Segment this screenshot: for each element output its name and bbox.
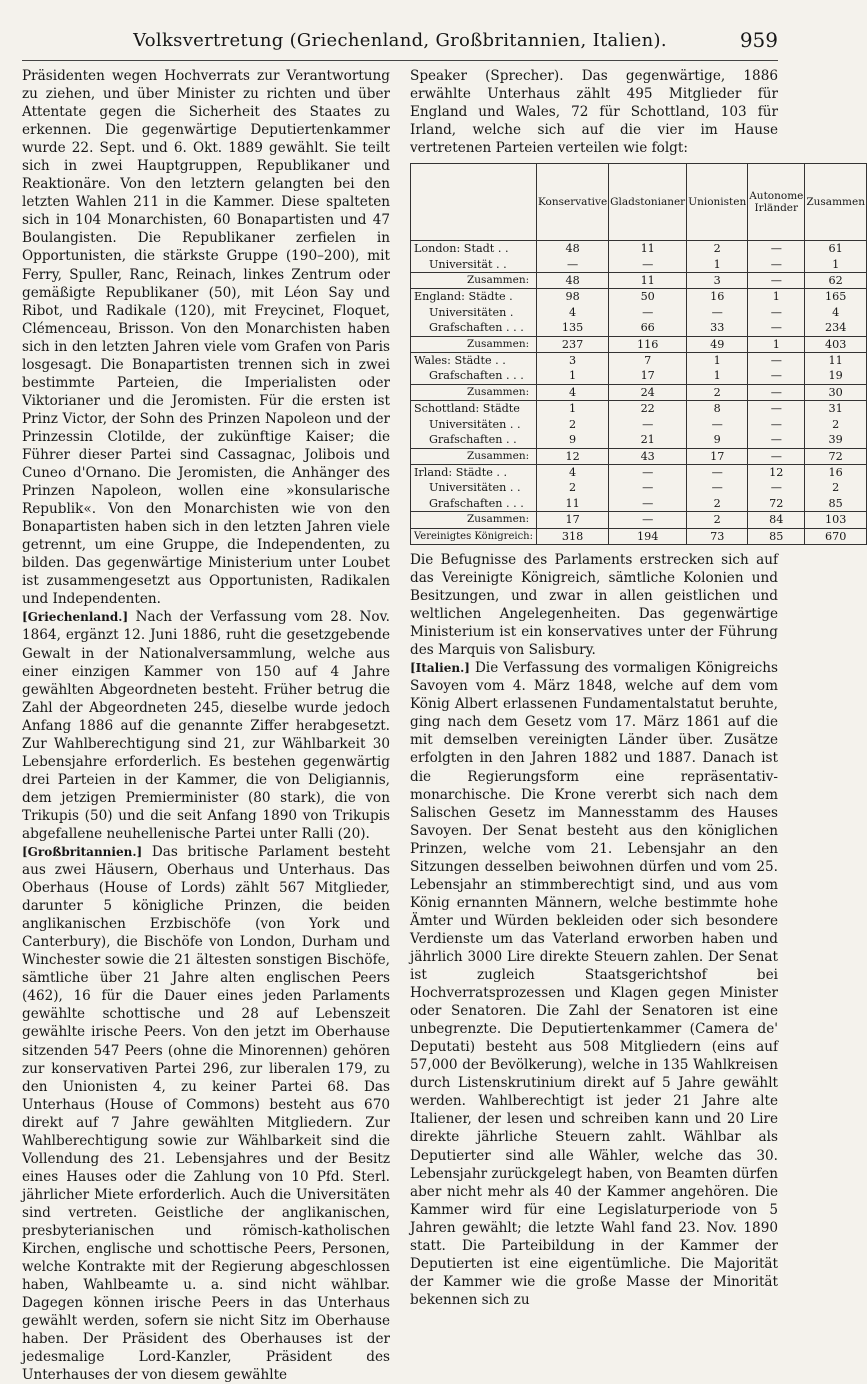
table-cell: 4 (536, 464, 608, 480)
table-cell: 2 (687, 512, 748, 528)
table-row (411, 368, 867, 384)
table-cell: 3 (687, 273, 748, 289)
table-cell: — (748, 241, 805, 257)
table-cell: 670 (805, 528, 867, 544)
table-header-conservatives: Konservative (536, 164, 608, 241)
table-cell: — (748, 257, 805, 273)
table-row (411, 464, 867, 480)
table-cell: 2 (687, 384, 748, 400)
table-cell: 11 (805, 353, 867, 369)
page-number: 959 (739, 28, 778, 52)
table-cell: 9 (687, 432, 748, 448)
table-cell: — (609, 305, 687, 320)
text-columns (22, 67, 865, 1384)
table-cell: — (748, 368, 805, 384)
table-cell: 2 (536, 417, 608, 432)
table-cell: 116 (609, 336, 687, 352)
table-cell: — (687, 417, 748, 432)
table-cell: 85 (805, 496, 867, 512)
table-row-label: Universität . . (411, 257, 537, 273)
paragraph-france-chamber: Präsidenten wegen Hochverrats zur Verantwortung zu ziehen, und über Minister zu richten und über Attentate gegen die Sicherheit des Staates zu erkennen. Die gegenwärtige Deputiertenkammer wurde 22. Sept. und 6. Okt. 1889 gewählt. Sie teilt sich in zwei Hauptgruppen, Republikaner und Reaktionäre. Von den letztern gelangten bei den letzten Wahlen 211 in die Kammer. Diese spalteten sich in 104 Monarchisten, 60 Bonapartisten und 47 Boulangisten. Die Republikaner zerfielen in Opportunisten, die stärkste Gruppe (190–200), mit Ferry, Spuller, Ranc, Reinach, linkes Zentrum oder gemäßigte Republikaner (50), mit Léon Say und Ribot, und Radikale (120), mit Freycinet, Floquet, Clémenceau, Brisson. Von den Monarchisten haben sich in den letzten Jahren viele vom Grafen von Paris losgesagt. Die Bonapartisten trennen sich in zwei bestimmte Parteien, die Imperialisten oder Viktorianer und die Jeromisten. Für die ersten ist Prinz Victor, der Sohn des Prinzen Napoleon und der Prinzessin Clotilde, der zukünftige Kaiser; die Führer dieser Partei sind Cassagnac, Jolibois und Cuneo d'Ornano. Die Jeromisten, die Anhänger des Prinzen Napoleon, wollen eine »konsularische Republik«. Von den Monarchisten wie von den Bonapartisten haben sich in den letzten Jahren viele getrennt, um eine Gruppe, die Independenten, zu bilden. Das gegenwärtige Ministerium unter Loubet ist zusammengesetzt aus Opportunisten, Radikalen und Independenten. (22, 68, 390, 608)
paragraph-italy (410, 659, 778, 1309)
table-cell: 1 (748, 289, 805, 305)
table-cell: — (687, 464, 748, 480)
table-cell: 72 (805, 448, 867, 464)
table-body (411, 241, 867, 545)
table-header-gladstonians: Gladstonianer (609, 164, 687, 241)
paragraph-parliament-powers: Die Befugnisse des Parlaments erstrecken sich auf das Vereinigte Königreich, sämtliche Kolonien und Besitzungen, und zwar in allen geistlichen und weltlichen Angelegenheiten. Das gegenwärtige Ministerium ist ein konservatives unter der Führung des Marquis von Salisbury. (410, 551, 778, 659)
table-cell: 4 (805, 305, 867, 320)
table-cell: 103 (805, 512, 867, 528)
section-tag-italy: [Italien.] (410, 661, 470, 676)
table-row (411, 320, 867, 336)
table-cell: 11 (536, 496, 608, 512)
table-row-label: Grafschaften . . . (411, 496, 537, 512)
table-cell: 24 (609, 384, 687, 400)
table-cell: 17 (536, 512, 608, 528)
table-cell: 39 (805, 432, 867, 448)
table-row (411, 289, 867, 305)
table-cell: 61 (805, 241, 867, 257)
table-cell: 62 (805, 273, 867, 289)
table-cell: — (609, 496, 687, 512)
table-cell: 84 (748, 512, 805, 528)
table-cell: 403 (805, 336, 867, 352)
table-cell: 16 (687, 289, 748, 305)
table-cell: 50 (609, 289, 687, 305)
table-row (411, 401, 867, 417)
table-cell: — (687, 305, 748, 320)
paragraph-italy-text: Die Verfassung des vormaligen Königreichs Savoyen vom 4. März 1848, welche auf dem vom König Albert erlassenen Fundamentalstatut beruhte, ging nach dem Gesetz vom 17. März 1861 auf die mit demselben vereinigten Länder über. Zusätze erfolgten in den Jahren 1882 und 1887. Danach ist die Regierungsform eine repräsentativ-monarchische. Die Krone vererbt sich nach dem Salischen Gesetz im Mannesstamm des Hauses Savoyen. Der Senat besteht aus den königlichen Prinzen, welche vom 21. Lebensjahr an den Sitzungen desselben beiwohnen dürfen und vom 25. Lebensjahr an stimmberechtigt sind, und aus vom König ernannten Männern, welche bestimmte hohe Ämter und Würden bekleiden oder sich besondere Verdienste um das Vaterland erworben haben und jährlich 3000 Lire direkte Steuern zahlen. Der Senat ist zugleich Staatsgerichtshof bei Hochverratsprozessen und Klagen gegen Minister oder Senatoren. Die Zahl der Senatoren ist eine unbegrenzte. Die Deputiertenkammer (Camera de' Deputati) besteht aus 508 Mitgliedern (eins auf 57,000 der Bevölkerung), welche in 135 Wahlkreisen durch Listenskrutinium direkt auf 5 Jahre gewählt werden. Wahlberechtigt ist jeder 21 Jahre alte Italiener, der lesen und schreiben kann und 20 Lire direkte jährliche Steuern zahlt. Wählbar als Deputierter sind alle Wähler, welche das 30. Lebensjahr zurückgelegt haben, von Beamten dürfen aber nicht mehr als 40 der Kammer angehören. Die Kammer wird für eine Legislaturperiode von 5 Jahren gewählt; die letzte Wahl fand 23. Nov. 1890 statt. Die Parteibildung in der Kammer der Deputierten ist eine eigentümliche. Die Majorität der Kammer wie die große Masse der Minorität bekennen sich zu (410, 660, 778, 1308)
table-row-label: Grafschaften . . . (411, 320, 537, 336)
table-cell: 49 (687, 336, 748, 352)
table-cell: — (609, 257, 687, 273)
table-cell: — (748, 320, 805, 336)
table-cell: 1 (805, 257, 867, 273)
table-cell: 165 (805, 289, 867, 305)
table-cell: — (748, 273, 805, 289)
table-row (411, 336, 867, 352)
table-cell: 21 (609, 432, 687, 448)
table-cell: 9 (536, 432, 608, 448)
table-header-irish-autonomists: Autonome Irländer (748, 164, 805, 241)
table-cell: 1 (687, 353, 748, 369)
table-row-label: Zusammen: (411, 448, 537, 464)
table-cell: 11 (609, 241, 687, 257)
table-cell: — (609, 464, 687, 480)
table-row-label: Zusammen: (411, 336, 537, 352)
table-cell: 1 (748, 336, 805, 352)
table-cell: — (687, 480, 748, 495)
table-row-label: Grafschaften . . . (411, 368, 537, 384)
table-cell: 1 (536, 401, 608, 417)
table-cell: 22 (609, 401, 687, 417)
table-cell: 12 (748, 464, 805, 480)
table-cell: 234 (805, 320, 867, 336)
table-cell: 30 (805, 384, 867, 400)
table-cell: — (609, 512, 687, 528)
table-cell: 73 (687, 528, 748, 544)
table-row (411, 448, 867, 464)
paragraph-great-britain (22, 843, 390, 1384)
table-row-label: Universitäten . . (411, 417, 537, 432)
table-cell: 2 (805, 417, 867, 432)
table-row (411, 241, 867, 257)
table-cell: 237 (536, 336, 608, 352)
table-cell: 12 (536, 448, 608, 464)
table-row (411, 305, 867, 320)
table-row (411, 512, 867, 528)
table-cell: 4 (536, 384, 608, 400)
table-row (411, 496, 867, 512)
paragraph-great-britain-text: Das britische Parlament besteht aus zwei Häusern, Oberhaus und Unterhaus. Das Oberhaus (House of Lords) zählt 567 Mitglieder, darunter 5 königliche Prinzen, die beiden anglikanischen Erzbischöfe (von York und Canterbury), die Bischöfe von London, Durham und Winchester sowie die 21 ältesten sonstigen Bischöfe, sämtliche über 21 Jahre alten englischen Peers (462), 16 für die Dauer eines jeden Parlaments gewählte schottische und 28 auf Lebenszeit gewählte irische Peers. Von den jetzt im Oberhause sitzenden 547 Peers (ohne die Minorennen) gehören zur konservativen Partei 296, zur liberalen 179, zu den Unionisten 4, zu keiner Partei 68. Das Unterhaus (House of Commons) besteht aus 670 direkt auf 7 Jahre gewählten Mitgliedern. Zur Wahlberechtigung sowie zur Wählbarkeit sind die Vollendung des 21. Lebensjahres und der Besitz eines Hauses oder die Zahlung von 10 Pfd. Sterl. jährlicher Miete erforderlich. Auch die Universitäten sind vertreten. Geistliche der anglikanischen, presbyterianischen und römisch-katholischen Kirchen, englische und schottische Peers, Personen, welche Kontrakte mit der Regierung abgeschlossen haben, Wahlbeamte u. a. sind nicht wählbar. Dagegen können irische Peers in das Unterhaus gewählt werden, sofern sie nicht Sitz im Oberhause haben. Der Präsident des Oberhauses ist der jedesmalige Lord-Kanzler, Präsident des Unterhauses der von diesem gewählte (22, 844, 390, 1384)
table-cell: — (536, 257, 608, 273)
commons-party-table (410, 163, 867, 545)
table-row-label: Universitäten . . (411, 480, 537, 495)
table-row (411, 273, 867, 289)
table-cell: — (609, 417, 687, 432)
table-row (411, 353, 867, 369)
table-row-label: England: Städte . (411, 289, 537, 305)
table-row (411, 528, 867, 544)
table-cell: — (748, 353, 805, 369)
table-cell: 4 (536, 305, 608, 320)
table-row (411, 480, 867, 495)
table-row-label: Irland: Städte . . (411, 464, 537, 480)
table-row-label: London: Stadt . . (411, 241, 537, 257)
paragraph-commons-intro: Speaker (Sprecher). Das gegenwärtige, 1886 erwählte Unterhaus zählt 495 Mitglieder für England und Wales, 72 für Schottland, 103 für Irland, welche sich auf die vier im Hause vertretenen Parteien verteilen wie folgt: (410, 68, 778, 157)
table-cell: — (748, 480, 805, 495)
table-row-label: Wales: Städte . . (411, 353, 537, 369)
table-cell: 2 (805, 480, 867, 495)
table-cell: 33 (687, 320, 748, 336)
table-cell: 17 (609, 368, 687, 384)
running-header (22, 26, 778, 61)
table-cell: — (748, 305, 805, 320)
table-cell: 43 (609, 448, 687, 464)
right-column (410, 67, 865, 1384)
table-cell: 72 (748, 496, 805, 512)
table-cell: 1 (536, 368, 608, 384)
table-row-label: Zusammen: (411, 273, 537, 289)
table-cell: 48 (536, 241, 608, 257)
left-column (22, 67, 390, 1384)
table-cell: 8 (687, 401, 748, 417)
table-row (411, 432, 867, 448)
table-cell: 48 (536, 273, 608, 289)
table-cell: 19 (805, 368, 867, 384)
table-cell: 2 (687, 496, 748, 512)
table-cell: 31 (805, 401, 867, 417)
table-cell: 2 (687, 241, 748, 257)
table-cell: 1 (687, 257, 748, 273)
table-cell: — (748, 384, 805, 400)
page-title: Volksvertretung (Griechenland, Großbritannien, Italien). (133, 30, 667, 51)
table-cell: — (748, 401, 805, 417)
table-cell: — (748, 432, 805, 448)
table-cell: — (748, 448, 805, 464)
paragraph-greece (22, 608, 390, 843)
table-cell: 66 (609, 320, 687, 336)
table-header-unionists: Unionisten (687, 164, 748, 241)
section-tag-greece: [Griechenland.] (22, 610, 129, 625)
table-row (411, 384, 867, 400)
table-cell: 16 (805, 464, 867, 480)
table-cell: 17 (687, 448, 748, 464)
table-cell: 135 (536, 320, 608, 336)
table-row-label: Grafschaften . . (411, 432, 537, 448)
table-cell: 11 (609, 273, 687, 289)
table-row (411, 257, 867, 273)
table-cell: 3 (536, 353, 608, 369)
table-header-row (411, 164, 867, 241)
table-row-label: Universitäten . (411, 305, 537, 320)
table-cell: 85 (748, 528, 805, 544)
table-row-label: Schottland: Städte (411, 401, 537, 417)
table-cell: 1 (687, 368, 748, 384)
table-row-label: Zusammen: (411, 384, 537, 400)
section-tag-great-britain: [Großbritannien.] (22, 845, 143, 860)
paragraph-greece-text: Nach der Verfassung vom 28. Nov. 1864, ergänzt 12. Juni 1886, ruht die gesetzgebende Gewalt in der Nationalversammlung, welche aus einer einzigen Kammer von 150 auf 4 Jahre gewählten Abgeordneten besteht. Früher betrug die Zahl der Abgeordneten 245, dieselbe wurde jedoch Anfang 1886 auf die genannte Ziffer herabgesetzt. Zur Wahlberechtigung sind 21, zur Wählbarkeit 30 Lebensjahre erforderlich. Es bestehen gegenwärtig drei Parteien in der Kammer, die von Deligiannis, dem jetzigen Premierminister (80 stark), die von Trikupis (50) und die seit Anfang 1890 von Trikupis abgefallene neuhellenische Partei unter Ralli (20). (22, 609, 390, 842)
table-cell: 194 (609, 528, 687, 544)
table-cell: 318 (536, 528, 608, 544)
table-cell: — (609, 480, 687, 495)
table-cell: 7 (609, 353, 687, 369)
table-header-blank (411, 164, 537, 241)
table-cell: 98 (536, 289, 608, 305)
table-row (411, 417, 867, 432)
table-header-total: Zusammen (805, 164, 867, 241)
table-row-label: Vereinigtes Königreich: (411, 528, 537, 544)
table-row-label: Zusammen: (411, 512, 537, 528)
table-cell: 2 (536, 480, 608, 495)
table-cell: — (748, 417, 805, 432)
